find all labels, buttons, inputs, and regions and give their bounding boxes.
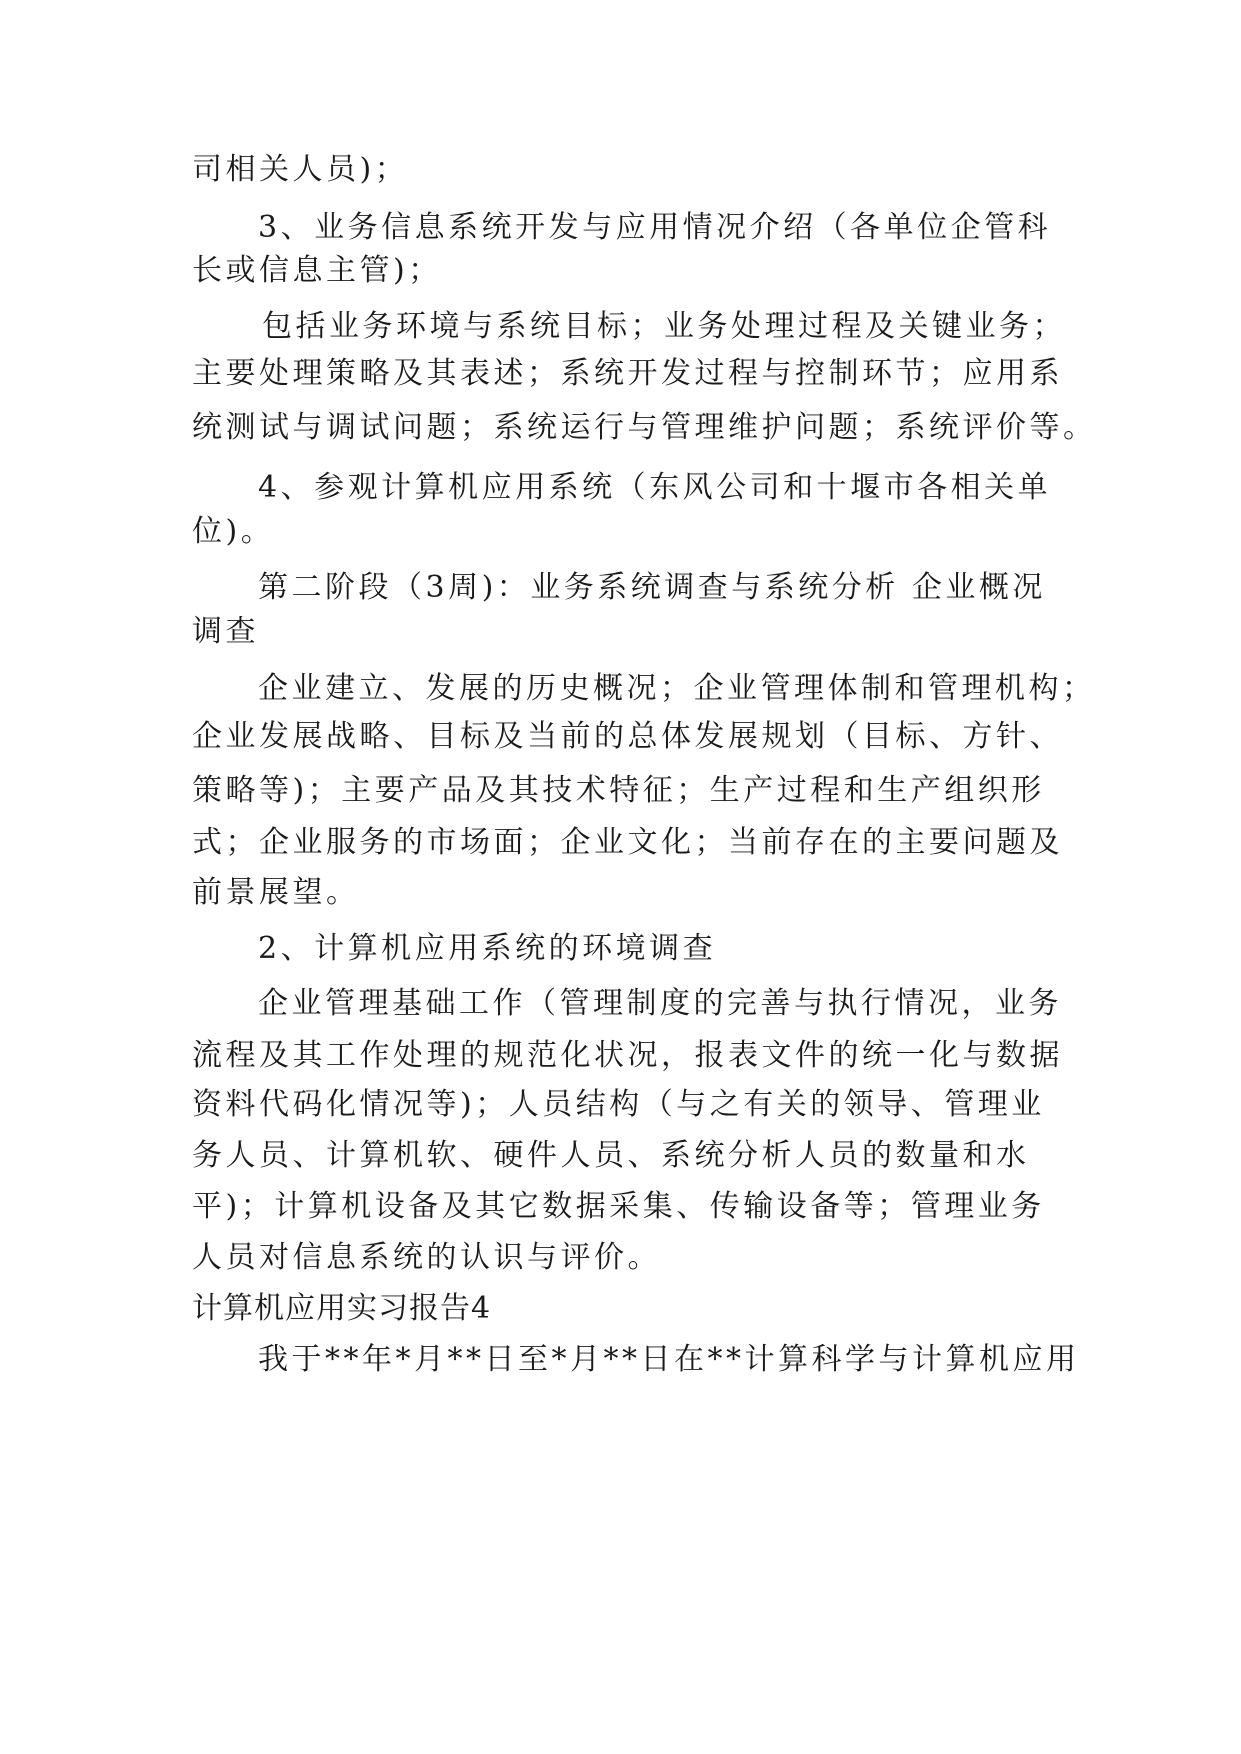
text-line: 企业管理基础工作（管理制度的完善与执行情况，业务 (258, 986, 1062, 1021)
text-line: 统测试与调试问题；系统运行与管理维护问题；系统评价等。 (192, 410, 1097, 445)
text-line: 调查 (192, 614, 259, 649)
text-line: 2、计算机应用系统的环境调查 (258, 931, 717, 966)
text-line: 第二阶段（3周)：业务系统调查与系统分析 企业概况 (258, 570, 1046, 605)
text-line: 3、业务信息系统开发与应用情况介绍（各单位企管科 (258, 210, 1052, 245)
text-line: 包括业务环境与系统目标；业务处理过程及关键业务； (262, 309, 1066, 344)
text-line: 流程及其工作处理的规范化状况，报表文件的统一化与数据 (192, 1038, 1063, 1073)
text-line: 企业建立、发展的历史概况；企业管理体制和管理机构； (258, 671, 1096, 706)
text-line: 长或信息主管)； (192, 253, 442, 288)
text-line: 平)；计算机设备及其它数据采集、传输设备等；管理业务 (192, 1189, 1045, 1224)
text-line: 企业发展战略、目标及当前的总体发展规划（目标、方针、 (192, 719, 1063, 754)
text-line: 务人员、计算机软、硬件人员、系统分析人员的数量和水 (192, 1138, 1030, 1173)
text-line: 前景展望。 (192, 875, 360, 910)
text-line: 位)。 (192, 514, 275, 549)
text-line: 4、参观计算机应用系统（东风公司和十堰市各相关单 (258, 470, 1052, 505)
text-line: 主要处理策略及其表述；系统开发过程与控制环节；应用系 (192, 356, 1063, 391)
text-line: 策略等)；主要产品及其技术特征；生产过程和生产组织形 (192, 773, 1045, 808)
text-line: 资料代码化情况等)；人员结构（与之有关的领导、管理业 (192, 1087, 1045, 1122)
text-line: 我于**年*月**日至*月**日在**计算科学与计算机应用 (258, 1342, 1080, 1377)
text-line: 式；企业服务的市场面；企业文化；当前存在的主要问题及 (192, 825, 1063, 860)
text-line: 司相关人员)； (192, 152, 409, 187)
text-line: 人员对信息系统的认识与评价。 (192, 1240, 661, 1275)
section-heading: 计算机应用实习报告4 (192, 1291, 492, 1326)
